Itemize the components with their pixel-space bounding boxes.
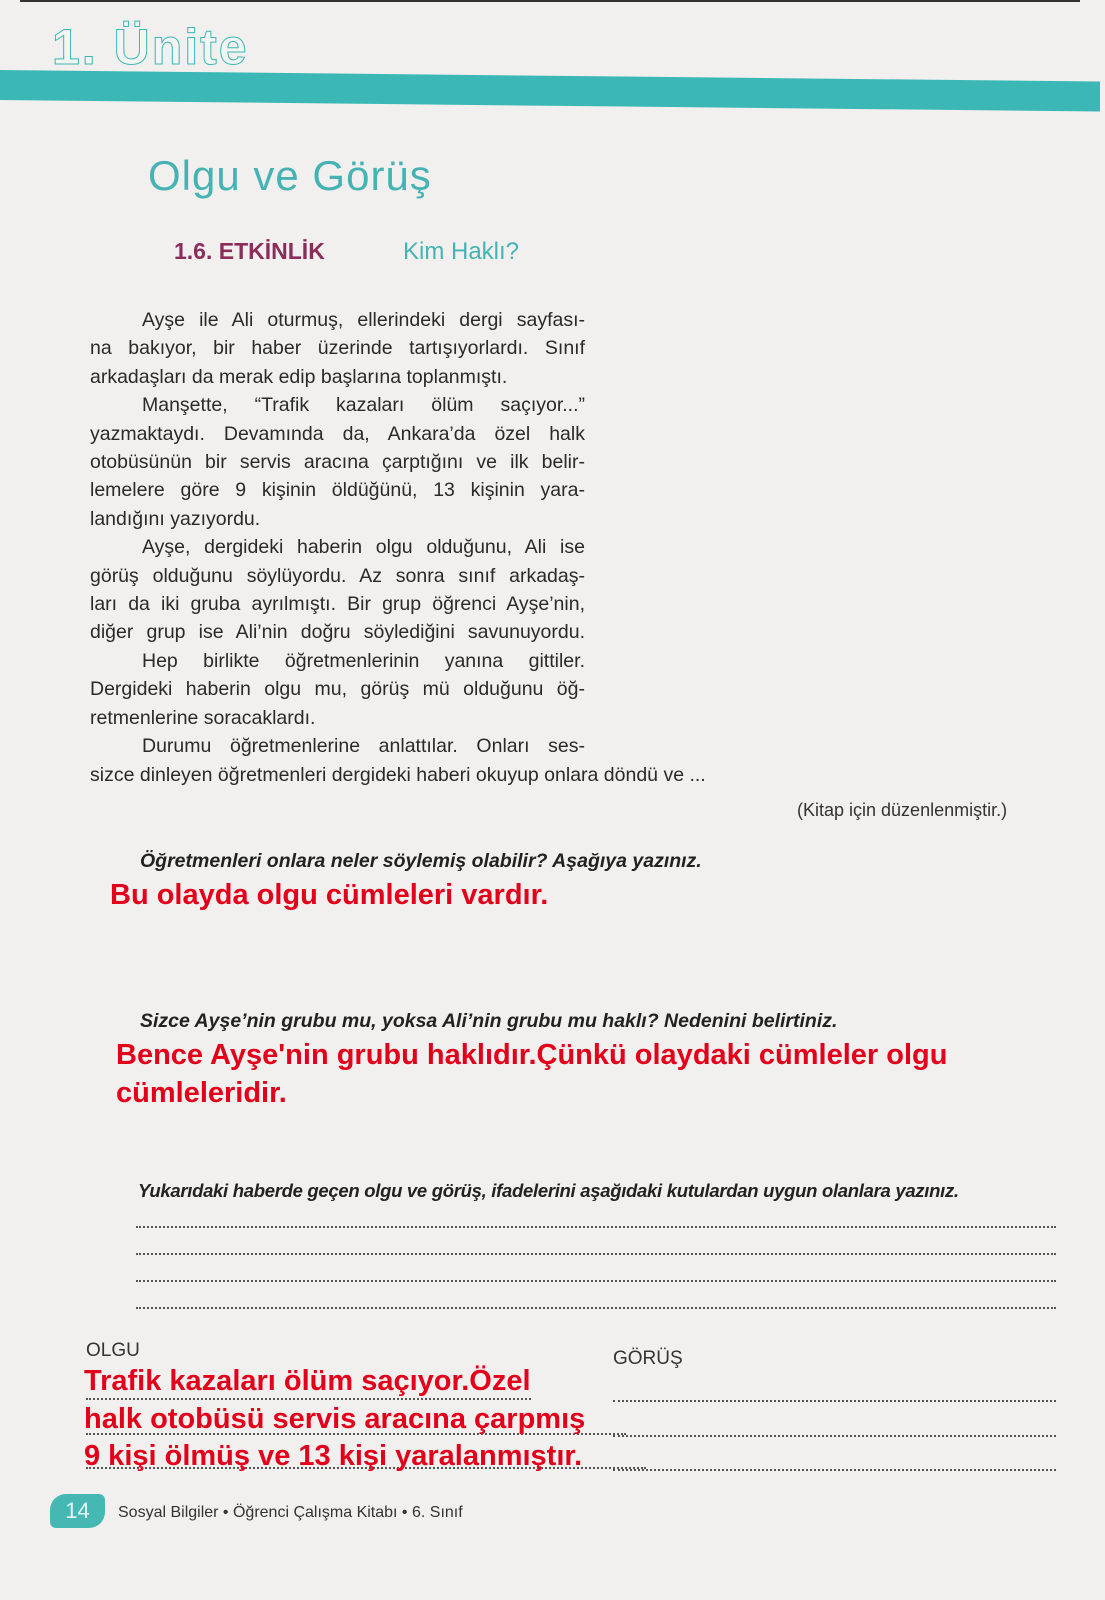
story-line: diğer grup ise Ali’nin doğru söylediğini savunuyordu. [90, 621, 585, 644]
unit-band [0, 70, 1100, 112]
story-line: görüş olduğunu söylüyordu. Az sonra sınıf arkadaş- [90, 564, 585, 587]
page-title: Olgu ve Görüş [148, 152, 432, 199]
answer-line [136, 1280, 1056, 1282]
story-line: yazmaktaydı. Devamında da, Ankara’da özel halk [90, 422, 585, 445]
olgu-label: OLGU [86, 1340, 140, 1361]
story-line: Ayşe ile Ali oturmuş, ellerindeki dergi sayfası- [142, 309, 585, 331]
gorus-line [613, 1435, 1056, 1437]
question-3: Yukarıdaki haberde geçen olgu ve görüş, ifadelerini aşağıdaki kutulardan uygun olanlara yazınız. [138, 1180, 959, 1201]
question-1: Öğretmenleri onlara neler söylemiş olabilir? Aşağıya yazınız. [140, 850, 702, 872]
source-note: (Kitap için düzenlenmiştir.) [797, 800, 1008, 820]
answer-line [136, 1226, 1056, 1228]
answer-line [136, 1307, 1056, 1309]
answer-line [136, 1253, 1056, 1255]
olgu-answer-line: Trafik kazaları ölüm saçıyor.Özel [84, 1365, 531, 1397]
story-line: ları da iki gruba ayrılmıştı. Bir grup öğrenci Ayşe’nin, [90, 593, 585, 616]
gorus-line [613, 1400, 1056, 1402]
story-line: Ayşe, dergideki haberin olgu olduğunu, Ali ise [142, 536, 585, 559]
question-2: Sizce Ayşe’nin grubu mu, yoksa Ali’nin grubu mu haklı? Nedenini belirtiniz. [140, 1010, 838, 1032]
story-line: sizce dinleyen öğretmenleri dergideki haberi okuyup onlara döndü ve ... [90, 763, 706, 786]
story-line: lemelere göre 9 kişinin öldüğünü, 13 kişinin yara- [90, 479, 585, 502]
story-line: retmenlerine soracaklardı. [90, 706, 316, 729]
story-line: otobüsünün bir servis aracına çarptığını ve ilk belir- [90, 451, 585, 474]
answer-2: Bence Ayşe'nin grubu haklıdır.Çünkü olaydaki cümleler olgu cümleleridir. [116, 1039, 948, 1109]
top-border [20, 0, 1080, 2]
story-line: landığını yazıyordu. [90, 507, 261, 530]
story-line: Durumu öğretmenlerine anlattılar. Onları ses- [142, 735, 585, 758]
story-line: Dergideki haberin olgu mu, görüş mü olduğunu öğ- [90, 678, 585, 701]
gorus-label: GÖRÜŞ [613, 1348, 683, 1369]
page-number: 14 [50, 1494, 105, 1528]
story-text [90, 306, 706, 789]
story-line: na bakıyor, bir haber üzerinde tartışıyorlardı. Sınıf [90, 337, 585, 360]
activity-title: Kim Haklı? [403, 238, 520, 265]
activity-number: 1.6. ETKİNLİK [174, 238, 325, 264]
story-line: arkadaşları da merak edip başlarına toplanmıştı. [90, 365, 508, 388]
story-line: Manşette, “Trafik kazaları ölüm saçıyor...” [142, 394, 585, 417]
answer-1: Bu olayda olgu cümleleri vardır. [110, 879, 549, 911]
unit-heading: 1. Ünite [52, 19, 249, 75]
olgu-answer-line: 9 kişi ölmüş ve 13 kişi yaralanmıştır. [84, 1440, 583, 1472]
footer-text: Sosyal Bilgiler • Öğrenci Çalışma Kitabı • 6. Sınıf [118, 1504, 463, 1521]
gorus-line [613, 1469, 1056, 1471]
story-line: Hep birlikte öğretmenlerinin yanına gittiler. [142, 649, 585, 672]
olgu-answer-line: halk otobüsü servis aracına çarpmış [84, 1403, 586, 1435]
